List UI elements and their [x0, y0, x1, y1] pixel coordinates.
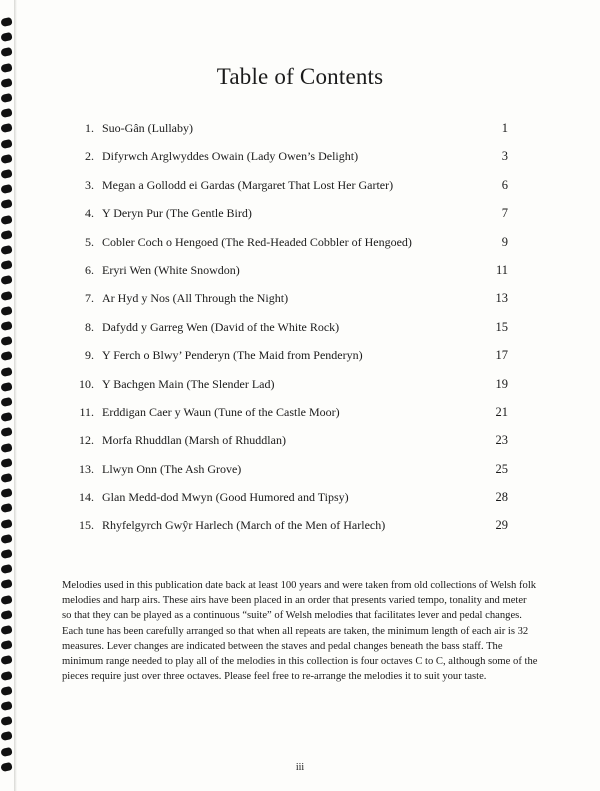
introduction-paragraph: Melodies used in this publication date back at least 100 years and were taken from old collections of Welsh folk melodies and harp airs. These airs have been placed in an order that presents varied tempo, tonality and meter so that they can be played as a continuous “suite” of Welsh melodies that facilitates lever and pedal changes. Each tune has been carefully arranged so that when all repeats are taken, the minimum length of each air is 32 measures. Lever changes are indicated between the staves and pedal changes beneath the bass staff. The minimum range needed to play all of the melodies in this collection is four octaves C to C, although some of the pieces require just over three octaves. Please feel free to re-arrange the melodies it to suit your taste.	[62, 580, 538, 683]
toc-title: Erddigan Caer y Waun (Tune of the Castle Moor)	[102, 404, 340, 419]
toc-number: 13.	[79, 461, 94, 476]
toc-entry	[72, 289, 508, 317]
spiral-coil	[0, 275, 12, 285]
spiral-coil	[0, 93, 12, 103]
toc-number: 15.	[79, 518, 94, 533]
toc-title: Cobler Coch o Hengoed (The Red-Headed Cobbler of Hengoed)	[102, 234, 412, 249]
spiral-coil	[0, 427, 12, 437]
spiral-coil	[0, 336, 12, 346]
spiral-coil	[0, 610, 12, 620]
spiral-coil	[0, 108, 12, 118]
page-edge-shadow	[14, 0, 17, 791]
spiral-coil	[0, 716, 12, 726]
toc-page: 15	[495, 319, 508, 334]
spiral-coil	[0, 747, 12, 757]
spiral-coil	[0, 382, 12, 392]
toc-page: 9	[501, 234, 508, 249]
spiral-coil	[0, 351, 12, 361]
spiral-coil	[0, 230, 12, 240]
toc-page: 25	[495, 461, 508, 476]
toc-page: 7	[501, 206, 508, 221]
spiral-coil	[0, 215, 12, 225]
toc-title: Suo-Gân (Lullaby)	[102, 121, 193, 135]
spiral-coil	[0, 169, 12, 179]
toc-page: 29	[495, 518, 508, 533]
spiral-coil	[0, 199, 12, 209]
spiral-coil	[0, 47, 12, 57]
toc-page: 1	[501, 121, 508, 135]
toc-entry	[72, 403, 508, 431]
spiral-coil	[0, 488, 12, 498]
toc-number: 4.	[85, 206, 94, 221]
toc-title: Y Ferch o Blwy’ Penderyn (The Maid from Penderyn)	[102, 348, 363, 363]
spiral-coil	[0, 321, 12, 331]
toc-number: 6.	[85, 262, 94, 277]
toc-page: 11	[495, 262, 508, 277]
spiral-coil	[0, 245, 12, 255]
toc-number: 3.	[85, 177, 94, 192]
spiral-coil	[0, 579, 12, 589]
toc-number: 12.	[79, 433, 94, 448]
toc-title: Rhyfelgyrch Gwŷr Harlech (March of the Men of Harlech)	[102, 518, 386, 533]
toc-number: 2.	[85, 149, 94, 164]
spiral-coil	[0, 397, 12, 407]
spiral-coil	[0, 260, 12, 270]
toc-page: 3	[501, 149, 508, 164]
spiral-coil	[0, 32, 12, 42]
toc-entry	[72, 119, 508, 147]
toc-page: 19	[495, 376, 508, 391]
toc-entry	[72, 460, 508, 488]
toc-entry	[72, 261, 508, 289]
toc-number: 7.	[85, 291, 94, 306]
spiral-coil	[0, 184, 12, 194]
toc-entry	[72, 233, 508, 261]
spiral-coil	[0, 625, 12, 635]
toc-entry	[72, 346, 508, 374]
toc-title: Ar Hyd y Nos (All Through the Night)	[102, 291, 289, 306]
spiral-coil	[0, 671, 12, 681]
spiral-coil	[0, 655, 12, 665]
toc-title: Y Deryn Pur (The Gentle Bird)	[102, 206, 252, 221]
toc-title: Dafydd y Garreg Wen (David of the White Rock)	[102, 319, 340, 334]
toc-title: Eryri Wen (White Snowdon)	[102, 262, 240, 277]
spiral-coil	[0, 291, 12, 301]
toc-entry	[72, 147, 508, 175]
toc-entry	[72, 375, 508, 403]
toc-page: 23	[495, 433, 508, 448]
toc-title: Megan a Gollodd ei Gardas (Margaret That Lost Her Garter)	[102, 177, 394, 192]
spiral-coil	[0, 458, 12, 468]
toc-page: 13	[495, 291, 508, 306]
toc-title: Morfa Rhuddlan (Marsh of Rhuddlan)	[102, 433, 286, 448]
spiral-coil	[0, 595, 12, 605]
spiral-coil	[0, 686, 12, 696]
toc-page: 28	[495, 490, 508, 505]
spiral-coil	[0, 473, 12, 483]
spiral-coil	[0, 701, 12, 711]
spiral-coil	[0, 640, 12, 650]
toc-entry	[72, 431, 508, 459]
spiral-coil	[0, 154, 12, 164]
toc-number: 11.	[79, 404, 94, 419]
toc-number: 8.	[85, 319, 94, 334]
toc-entry	[72, 176, 508, 204]
toc-entry	[72, 204, 508, 232]
toc-number: 9.	[85, 348, 94, 363]
spiral-coil	[0, 503, 12, 513]
spiral-coil	[0, 519, 12, 529]
toc-page: 6	[501, 177, 508, 192]
spiral-coil	[0, 123, 12, 133]
page-number: iii	[295, 762, 305, 773]
spiral-coil	[0, 534, 12, 544]
toc-entry	[72, 318, 508, 346]
spiral-coil	[0, 443, 12, 453]
toc-number: 14.	[79, 490, 94, 505]
spiral-coil	[0, 564, 12, 574]
spiral-coil	[0, 412, 12, 422]
table-of-contents	[72, 119, 508, 545]
toc-number: 10.	[79, 376, 94, 391]
toc-entry	[72, 488, 508, 516]
toc-page: 17	[495, 348, 508, 363]
spiral-coil	[0, 549, 12, 559]
spiral-coil	[0, 731, 12, 741]
spiral-coil	[0, 17, 12, 27]
toc-title: Difyrwch Arglwyddes Owain (Lady Owen’s Delight)	[102, 149, 359, 164]
toc-title: Y Bachgen Main (The Slender Lad)	[102, 376, 275, 391]
spiral-coil	[0, 306, 12, 316]
toc-title: Glan Medd-dod Mwyn (Good Humored and Tipsy)	[102, 490, 349, 505]
toc-entry	[72, 516, 508, 544]
spiral-coil	[0, 139, 12, 149]
toc-page: 21	[495, 404, 508, 419]
spiral-coil	[0, 367, 12, 377]
toc-number: 5.	[85, 234, 94, 249]
toc-number: 1.	[85, 121, 94, 135]
toc-title: Llwyn Onn (The Ash Grove)	[102, 461, 242, 476]
page-title: Table of Contents	[216, 64, 384, 89]
